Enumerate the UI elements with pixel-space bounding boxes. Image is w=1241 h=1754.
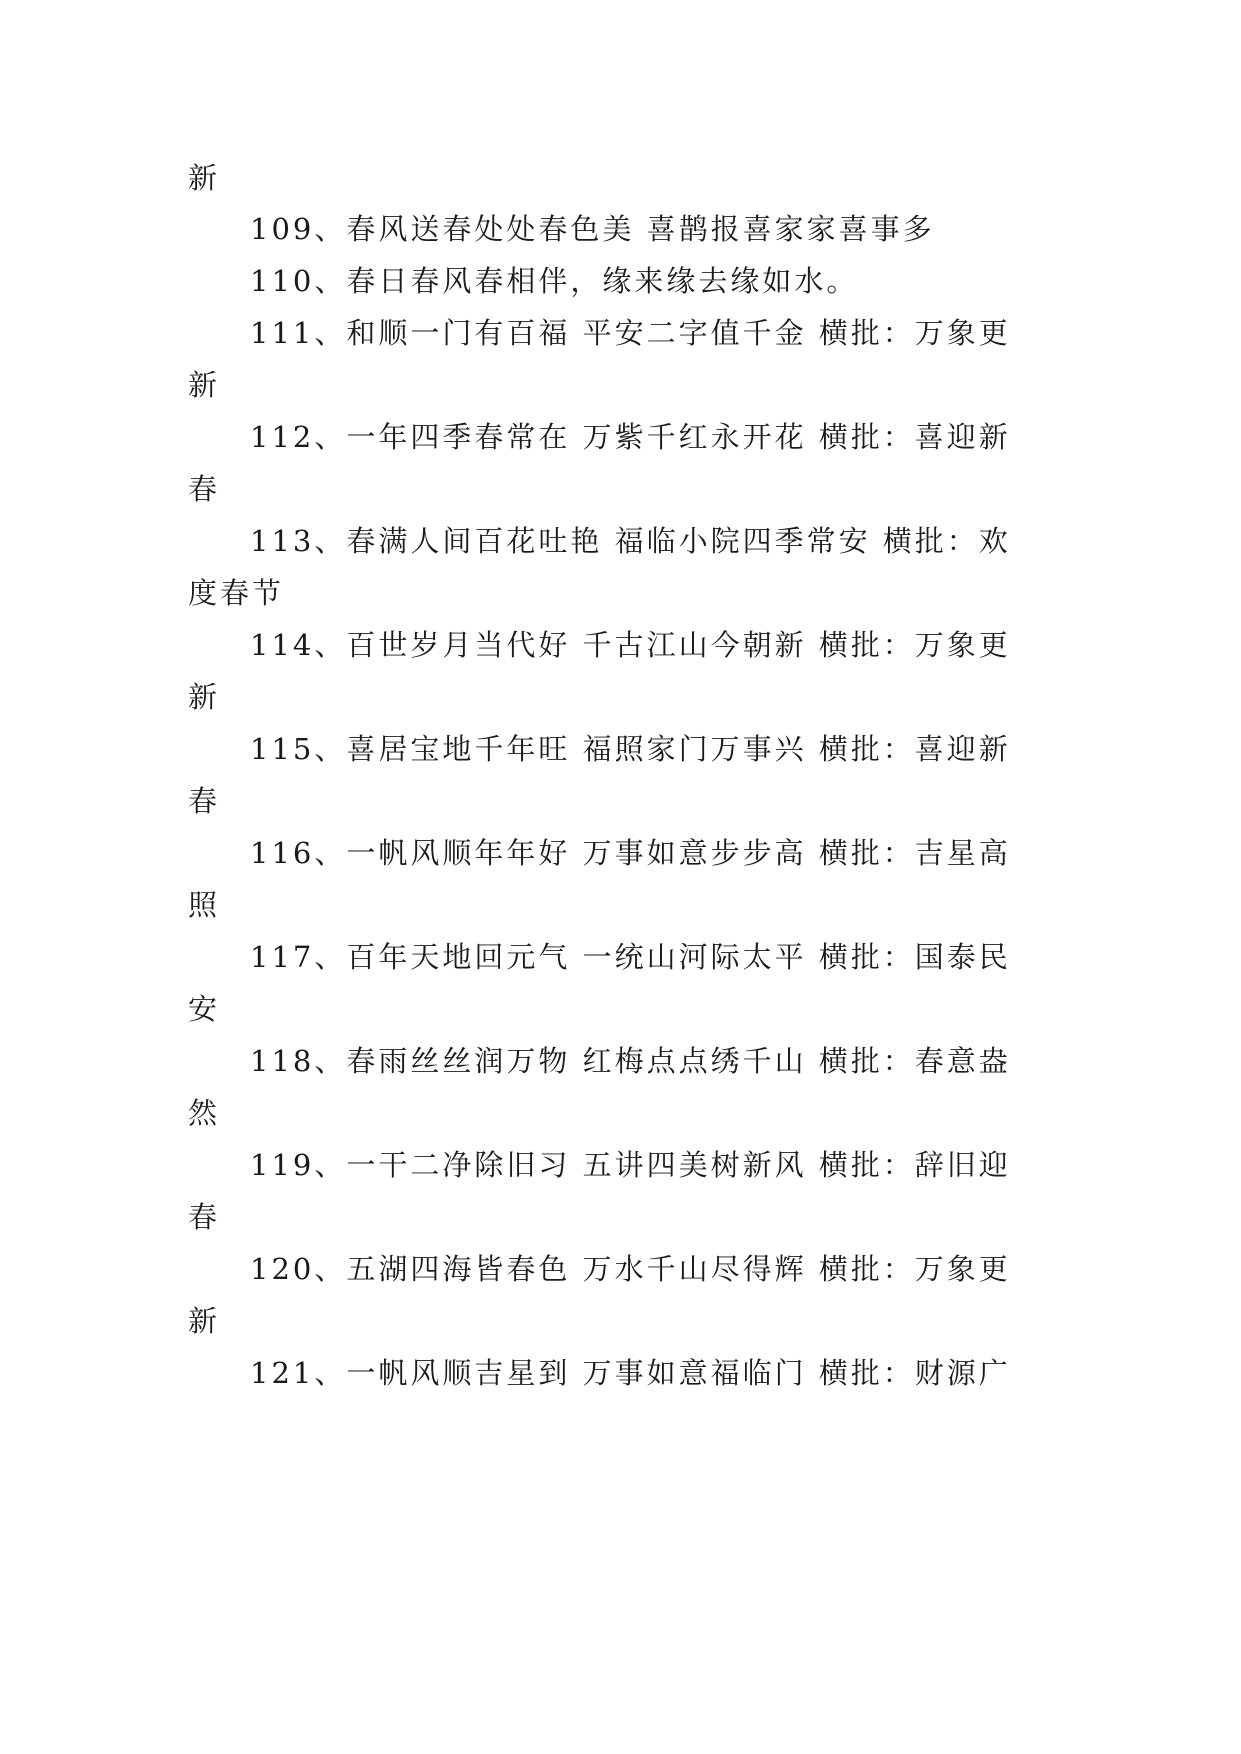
couplet-item-114: 114、百世岁月当代好 千古江山今朝新 横批：万象更	[250, 628, 1011, 662]
couplet-item-110: 110、春日春风春相伴，缘来缘去缘如水。	[250, 264, 859, 298]
text-line-continuation: 然	[188, 1096, 221, 1130]
couplet-item-117: 117、百年天地回元气 一统山河际太平 横批：国泰民	[250, 940, 1011, 974]
text-line-continuation: 度春节	[188, 576, 285, 610]
couplet-item-113: 113、春满人间百花吐艳 福临小院四季常安 横批：欢	[250, 524, 1011, 558]
couplet-item-111: 111、和顺一门有百福 平安二字值千金 横批：万象更	[250, 316, 1011, 350]
couplet-item-118: 118、春雨丝丝润万物 红梅点点绣千山 横批：春意盎	[250, 1044, 1011, 1078]
text-line-continuation: 新	[188, 368, 221, 402]
text-line-continuation: 照	[188, 888, 221, 922]
couplet-item-109: 109、春风送春处处春色美 喜鹊报喜家家喜事多	[250, 212, 935, 246]
text-line-continuation: 安	[188, 992, 221, 1026]
couplet-item-121: 121、一帆风顺吉星到 万事如意福临门 横批：财源广	[250, 1356, 1011, 1390]
text-line-continuation: 春	[188, 784, 221, 818]
text-line-continuation: 新	[188, 680, 221, 714]
text-line-continuation: 新	[188, 1304, 221, 1338]
couplet-item-116: 116、一帆风顺年年好 万事如意步步高 横批：吉星高	[250, 836, 1011, 870]
couplet-item-112: 112、一年四季春常在 万紫千红永开花 横批：喜迎新	[250, 420, 1011, 454]
text-line-continuation: 春	[188, 1200, 221, 1234]
couplet-item-115: 115、喜居宝地千年旺 福照家门万事兴 横批：喜迎新	[250, 732, 1011, 766]
couplet-item-119: 119、一干二净除旧习 五讲四美树新风 横批：辞旧迎	[250, 1148, 1011, 1182]
text-line-continuation: 春	[188, 472, 221, 506]
text-line-continuation: 新	[188, 161, 221, 195]
couplet-item-120: 120、五湖四海皆春色 万水千山尽得辉 横批：万象更	[250, 1252, 1011, 1286]
